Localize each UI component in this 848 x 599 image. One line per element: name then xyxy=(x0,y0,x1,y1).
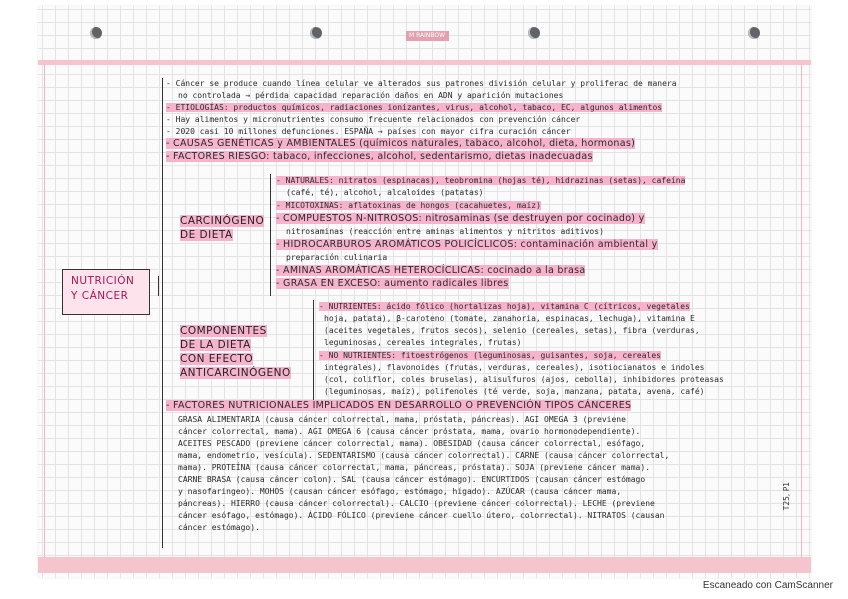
text-line-7: - FACTORES RIESGO: tabaco, infecciones, alcohol, sedentarismo, dietas inadecuadas xyxy=(166,151,593,162)
notebook-page xyxy=(38,6,811,578)
side-tag: T25, P1 xyxy=(782,482,791,511)
binder-hole-1 xyxy=(90,27,102,39)
text-line-19: (aceites vegetales, frutos secos), selenio (cereales, setas), fibra (verduras, xyxy=(324,326,700,335)
text-line-10: - MICOTOXINAS: aflatoxinas de hongos (cacahuetes, maíz) xyxy=(276,201,541,210)
brace-nub xyxy=(158,276,159,296)
text-line-18: hoja, patata), β-caroteno (tomate, zanahoria, espinacas, lechuga), vitamina E xyxy=(324,314,695,323)
text-line-24: (leguminosas, maíz), polifenoles (té verde, soja, manzana, patata, avena, café) xyxy=(324,387,705,396)
text-line-15: - AMINAS AROMÁTICAS HETEROCÍCLICAS: cocinado a la brasa xyxy=(276,265,586,276)
text-line-28: ACEITES PESCADO (previene cáncer colorrectal, mama). OBESIDAD (causa cáncer colorrectal, esófago, xyxy=(178,439,646,448)
text-line-31: CARNE BRASA (causa cáncer colon). SAL (causa cáncer estómago). ENCURTIDOS (causan cáncer estómago xyxy=(178,475,646,484)
text-line-14: preparación culinaria xyxy=(286,253,388,262)
text-line-23: (col, coliflor, coles bruselas), alisulfuros (ajos, cebolla), inhibidores proteasas xyxy=(324,375,724,384)
text-line-25: - FACTORES NUTRICIONALES IMPLICADOS EN DESARROLLO O PREVENCIÓN TIPOS CÁNCERES xyxy=(166,400,632,411)
text-line-26: GRASA ALIMENTARIA (causa cáncer colorrectal, mama, próstata, páncreas). AGI OMEGA 3 (previene xyxy=(178,415,626,424)
text-line-9: (café, té), alcohol, alcaloides (patatas) xyxy=(286,188,484,197)
carcinogeno-brace xyxy=(270,174,271,296)
text-line-22: integrales), flavonoides (frutas, verduras, cereales), isotiocianatos e indoles xyxy=(324,363,705,372)
main-brace xyxy=(162,78,163,548)
text-line-6: - CAUSAS GENÉTICAS y AMBIENTALES (químicos naturales, tabaco, alcohol, dieta, hormonas) xyxy=(166,138,636,149)
text-line-20: leguminosas, cereales integrales, frutas) xyxy=(324,338,522,347)
text-line-2: no controlada → pérdida capacidad reparación daños en ADN y aparición mutaciones xyxy=(178,91,564,100)
binder-hole-2 xyxy=(310,27,322,39)
right-margin-line xyxy=(801,64,802,558)
text-line-33: páncreas). HIERRO (causa cáncer colorrectal). CALCIO (previene cáncer colorrectal). LECHE (previene xyxy=(178,499,655,508)
componentes-brace xyxy=(313,300,314,404)
group-componentes-line-4: ANTICARCINÓGENO xyxy=(180,367,291,379)
text-line-35: cáncer estómago). xyxy=(178,523,260,532)
group-componentes-line-3: CON EFECTO xyxy=(180,353,254,365)
bottom-pink-band xyxy=(38,557,811,573)
text-line-21: - NO NUTRIENTES: fitoestrógenos (leguminosas, guisantes, soja, cereales xyxy=(319,351,661,360)
text-line-30: mama). PROTEÍNA (causa cáncer colorrectal, mama, páncreas, próstata). SOJA (previene cáncer mama). xyxy=(178,463,651,472)
group-carcinogeno-line-1: CARCINÓGENO xyxy=(180,215,265,227)
brand-tab: M RAINBOW xyxy=(406,31,449,41)
text-line-27: cáncer colorrectal, mama). AGI OMEGA 6 (causa cáncer próstata, mama, ovario hormonodependiente). xyxy=(178,427,641,436)
text-line-12: nitrosaminas (reacción entre aminas alimentos y nitritos aditivos) xyxy=(286,227,604,236)
binder-hole-4 xyxy=(748,27,760,39)
text-line-4: - Hay alimentos y micronutrientes consumo frecuente relacionados con prevención cáncer xyxy=(166,115,581,124)
group-carcinogeno-line-2: DE DIETA xyxy=(180,229,233,241)
text-line-8: - NATURALES: nitratos (espinacas), teobromina (hojas té), hidrazinas (setas), cafeína xyxy=(276,176,686,185)
top-pink-band xyxy=(38,60,811,65)
text-line-3: - ETIOLOGÍAS: productos químicos, radiaciones ionizantes, virus, alcohol, tabaco, EC, algunos alimentos xyxy=(166,103,663,112)
text-line-34: cáncer esófago, estómago). ÁCIDO FÓLICO (previene cáncer cuello útero, colorrectal). NITRATOS (causan xyxy=(178,511,665,520)
scanner-watermark: Escaneado con CamScanner xyxy=(702,580,833,591)
main-title-line-1: NUTRICIÓN xyxy=(71,275,135,287)
text-line-32: y nasofaringeo). MOHOS (causan cáncer esófago, estómago, hígado). AZÚCAR (causa cáncer mama, xyxy=(178,487,622,496)
text-line-13: - HIDROCARBUROS AROMÁTICOS POLICÍCLICOS: contaminación ambiental y xyxy=(276,239,658,250)
group-componentes-line-1: COMPONENTES xyxy=(180,325,267,337)
text-line-11: - COMPUESTOS N-NITROSOS: nitrosaminas (se destruyen por cocinado) y xyxy=(276,213,645,224)
text-line-29: mama, endometrio, vesícula). SEDENTARISMO (causa cáncer colorrectal). CARNE (causa cáncer colorrectal, xyxy=(178,451,670,460)
text-line-17: - NUTRIENTES: ácido fólico (hortalizas hoja), vitamina C (cítricos, vegetales xyxy=(319,302,690,311)
group-componentes-line-2: DE LA DIETA xyxy=(180,339,251,351)
left-margin-line xyxy=(44,64,45,558)
binder-hole-3 xyxy=(528,27,540,39)
text-line-1: - Cáncer se produce cuando línea celular ve alterados sus patrones división celular y proliferac de manera xyxy=(166,79,677,88)
main-title-line-2: Y CÁNCER xyxy=(71,290,129,302)
text-line-5: - 2020 casi 10 millones defunciones. ESPAÑA → países con mayor cifra curación cáncer xyxy=(166,127,571,136)
text-line-16: - GRASA EN EXCESO: aumento radicales libres xyxy=(276,278,509,289)
